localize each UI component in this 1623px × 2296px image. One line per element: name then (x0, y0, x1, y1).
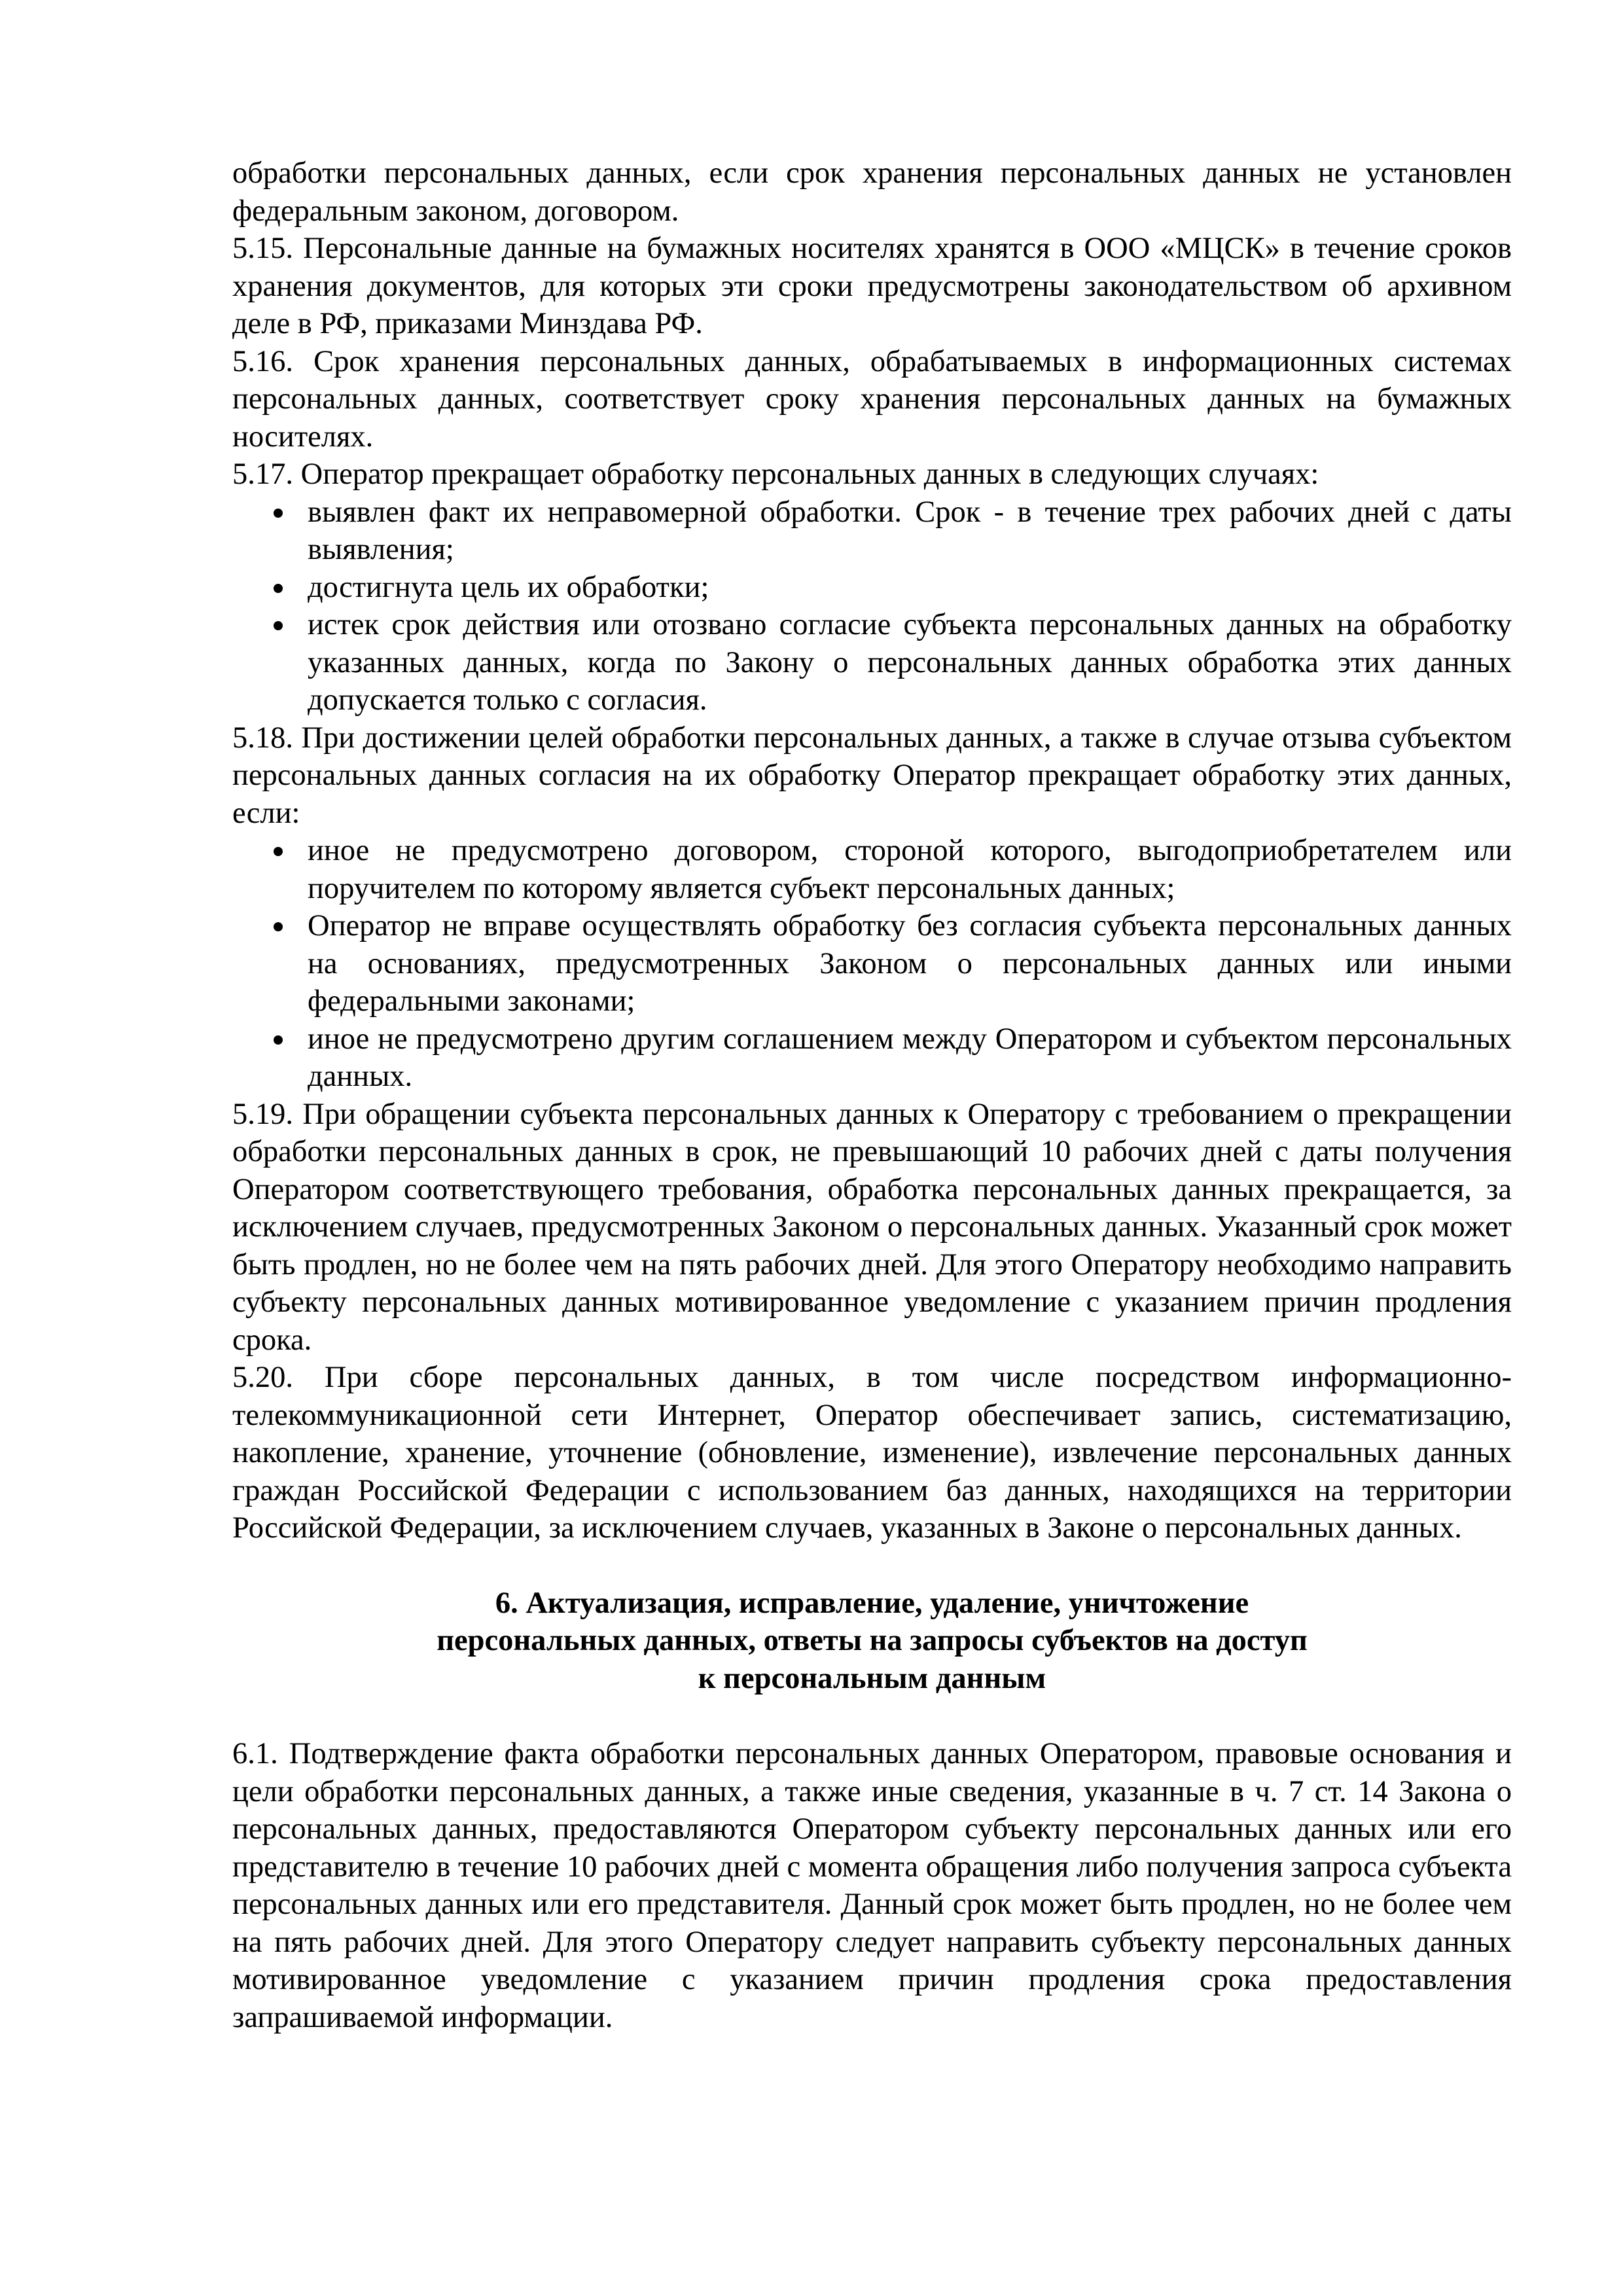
section-heading-line: к персональным данным (698, 1661, 1046, 1695)
paragraph-5-15: 5.15. Персональные данные на бумажных носителях хранятся в ООО «МЦСК» в течение сроков хранения документов, для которых эти сроки предусмотрены законодательством об архивном деле в РФ, приказами Минздава РФ. (232, 232, 1512, 340)
paragraph-5-16: 5.16. Срок хранения персональных данных, обрабатываемых в информационных системах персональных данных, соответствует сроку хранения персональных данных на бумажных носителях. (232, 344, 1512, 454)
bullet-icon (274, 922, 283, 931)
bullet-icon (274, 847, 283, 856)
paragraph-5-17: 5.17. Оператор прекращает обработку персональных данных в следующих случаях: (232, 457, 1319, 491)
list-item (308, 907, 1512, 1020)
bullet-icon (274, 509, 283, 518)
list-item (308, 493, 1512, 569)
list-5-18 (232, 832, 1512, 1096)
list-item (308, 569, 1512, 607)
list-item (308, 606, 1512, 719)
list-item (308, 1020, 1512, 1096)
list-item (308, 832, 1512, 907)
bullet-icon (274, 621, 283, 630)
paragraph-5-19: 5.19. При обращении субъекта персональных данных к Оператору с требованием о прекращении обработки персональных данных в срок, не превышающий 10 рабочих дней с даты получения Оператором соответствующего требования, обработка персональных данных прекращается, за исключением случаев, предусмотренных Законом о персональных данных. Указанный срок может быть продлен, но не более чем на пять рабочих дней. Для этого Оператору необходимо направить субъекту персональных данных мотивированное уведомление с указанием причин продления срока. (232, 1097, 1512, 1357)
document-page (232, 154, 1512, 2036)
list-item-text: достигнута цель их обработки; (308, 570, 709, 604)
list-item-text: иное не предусмотрено другим соглашением между Оператором и субъектом персональных данных. (308, 1022, 1512, 1093)
list-item-text: выявлен факт их неправомерной обработки. Срок - в течение трех рабочих дней с даты выявления; (308, 495, 1512, 566)
paragraph-6-1: 6.1. Подтверждение факта обработки персональных данных Оператором, правовые основания и цели обработки персональных данных, а также иные сведения, указанные в ч. 7 ст. 14 Закона о персональных данных, предоставляются Оператором субъекту персональных данных или его представителю в течение 10 рабочих дней с момента обращения либо получения запроса субъекта персональных данных или его представителя. Данный срок может быть продлен, но не более чем на пять рабочих дней. Для этого Оператору следует направить субъекту персональных данных мотивированное уведомление с указанием причин продления срока предоставления запрашиваемой информации. (232, 1737, 1512, 2034)
bullet-icon (274, 1035, 283, 1045)
list-item-text: Оператор не вправе осуществлять обработку без согласия субъекта персональных данных на основаниях, предусмотренных Законом о персональных данных или иными федеральными законами; (308, 909, 1512, 1018)
list-5-17 (232, 493, 1512, 719)
section-heading-line: персональных данных, ответы на запросы субъектов на доступ (437, 1624, 1308, 1657)
paragraph-intro: обработки персональных данных, если срок хранения персональных данных не установлен федеральным законом, договором. (232, 156, 1512, 228)
list-item-text: иное не предусмотрено договором, стороной которого, выгодоприобретателем или поручителем по которому является субъект персональных данных; (308, 834, 1512, 905)
paragraph-5-18: 5.18. При достижении целей обработки персональных данных, а также в случае отзыва субъектом персональных данных согласия на их обработку Оператор прекращает обработку этих данных, если: (232, 721, 1512, 830)
list-item-text: истек срок действия или отозвано согласие субъекта персональных данных на обработку указанных данных, когда по Закону о персональных данных обработка этих данных допускается только с согласия. (308, 608, 1512, 717)
section-heading-6 (232, 1585, 1512, 1698)
bullet-icon (274, 584, 283, 593)
section-heading-line: 6. Актуализация, исправление, удаление, уничтожение (495, 1586, 1249, 1620)
paragraph-5-20: 5.20. При сборе персональных данных, в том числе посредством информационно-телекоммуникационной сети Интернет, Оператор обеспечивает запись, систематизацию, накопление, хранение, уточнение (обновление, изменение), извлечение персональных данных граждан Российской Федерации с использованием баз данных, находящихся на территории Российской Федерации, за исключением случаев, указанных в Законе о персональных данных. (232, 1361, 1512, 1545)
